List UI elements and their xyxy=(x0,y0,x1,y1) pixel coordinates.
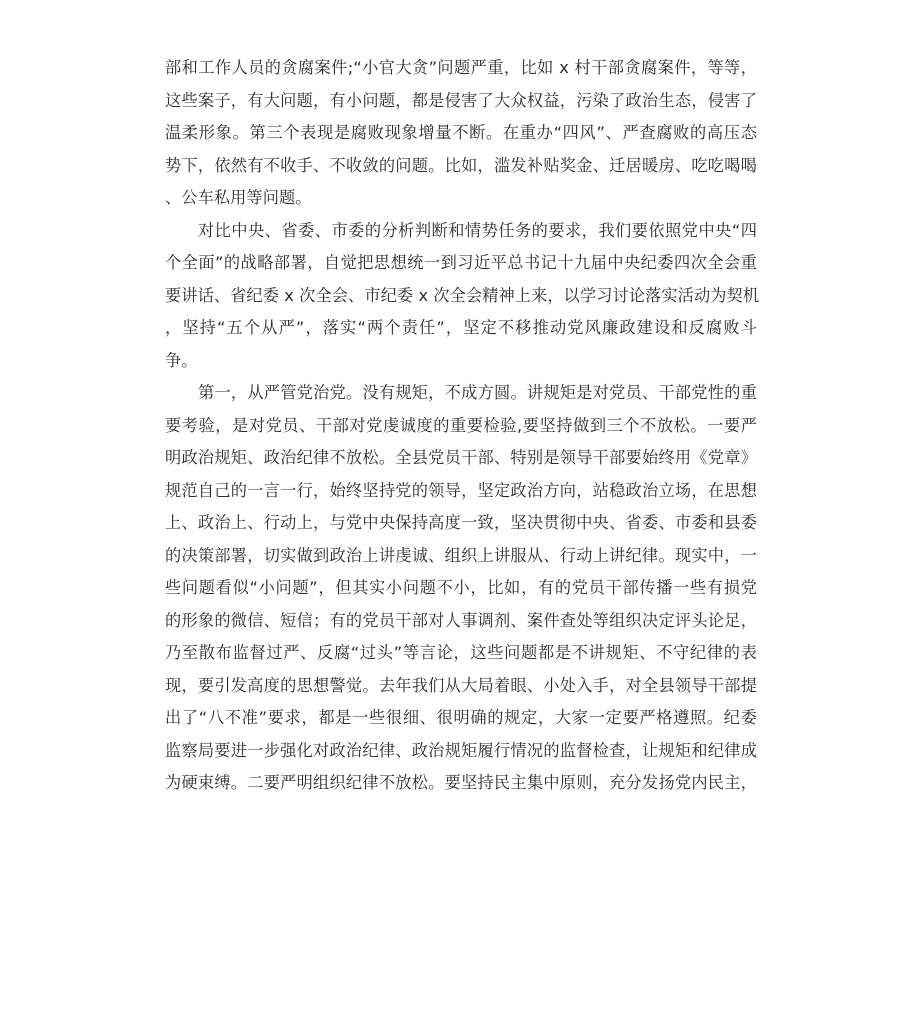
text-line: 些问题看似“小问题”，但其实小问题不小，比如，有的党员干部传播一些有损党 xyxy=(165,578,757,597)
text-line: 势下，依然有不收手、不收敛的问题。比如，滥发补贴奖金、迁居暖房、吃吃喝喝 xyxy=(165,155,757,175)
paragraph-first-line: 第一，从严管党治党。没有规矩，不成方圆。讲规矩是对党员、干部党性的重 xyxy=(198,383,757,402)
text-line: 出了“八不准”要求，都是一些很细、很明确的规定，大家一定要严格遵照。纪委 xyxy=(165,708,757,727)
text-line: 乃至散布监督过严、反腐“过头”等言论，这些问题都是不讲规矩、不守纪律的表 xyxy=(165,643,757,662)
text-line: 这些案子，有大问题，有小问题，都是侵害了大众权益，污染了政治生态，侵害了 xyxy=(165,90,757,110)
text-line: 温柔形象。第三个表现是腐败现象增量不断。在重办“四风”、严查腐败的高压态 xyxy=(165,123,757,142)
text-line: 为硬束缚。二要严明组织纪律不放松。要坚持民主集中原则，充分发扬党内民主， xyxy=(165,773,757,792)
text-line: 争。 xyxy=(165,350,198,370)
text-line: 规范自己的一言一行，始终坚持党的领导，坚定政治方向，站稳政治立场，在思想 xyxy=(165,480,757,500)
text-line: 要考验，是对党员、干部对党虔诚度的重要检验,要坚持做到三个不放松。一要严 xyxy=(165,415,757,435)
document-body xyxy=(165,52,760,800)
text-line: 的形象的微信、短信；有的党员干部对人事调剂、案件查处等组织决定评头论足， xyxy=(165,610,757,630)
text-line: 部和工作人员的贪腐案件;“小官大贪”问题严重，比如 x 村干部贪腐案件，等等， xyxy=(165,58,757,77)
text-line: ，坚持“五个从严”，落实“两个责任”，坚定不移推动党风廉政建设和反腐败斗 xyxy=(165,318,757,337)
text-line: 上、政治上、行动上，与党中央保持高度一致，坚决贯彻中央、省委、市委和县委 xyxy=(165,513,757,532)
text-line: 现，要引发高度的思想警觉。去年我们从大局着眼、小处入手，对全县领导干部提 xyxy=(165,675,757,695)
text-line: 个全面”的战略部署，自觉把思想统一到习近平总书记十九届中央纪委四次全会重 xyxy=(165,253,757,272)
text-line: 的决策部署，切实做到政治上讲虔诚、组织上讲服从、行动上讲纪律。现实中，一 xyxy=(165,545,757,565)
text-line: 要讲话、省纪委 x 次全会、市纪委 x 次全会精神上来，以学习讨论落实活动为契机 xyxy=(165,285,760,305)
paragraph-first-line: 对比中央、省委、市委的分析判断和情势任务的要求，我们要依照党中央“四 xyxy=(198,220,757,240)
text-line: 、公车私用等问题。 xyxy=(165,188,312,207)
text-line: 明政治规矩、政治纪律不放松。全县党员干部、特别是领导干部要始终用《党章》 xyxy=(165,448,757,467)
text-line: 监察局要进一步强化对政治纪律、政治规矩履行情况的监督检查，让规矩和纪律成 xyxy=(165,740,757,760)
